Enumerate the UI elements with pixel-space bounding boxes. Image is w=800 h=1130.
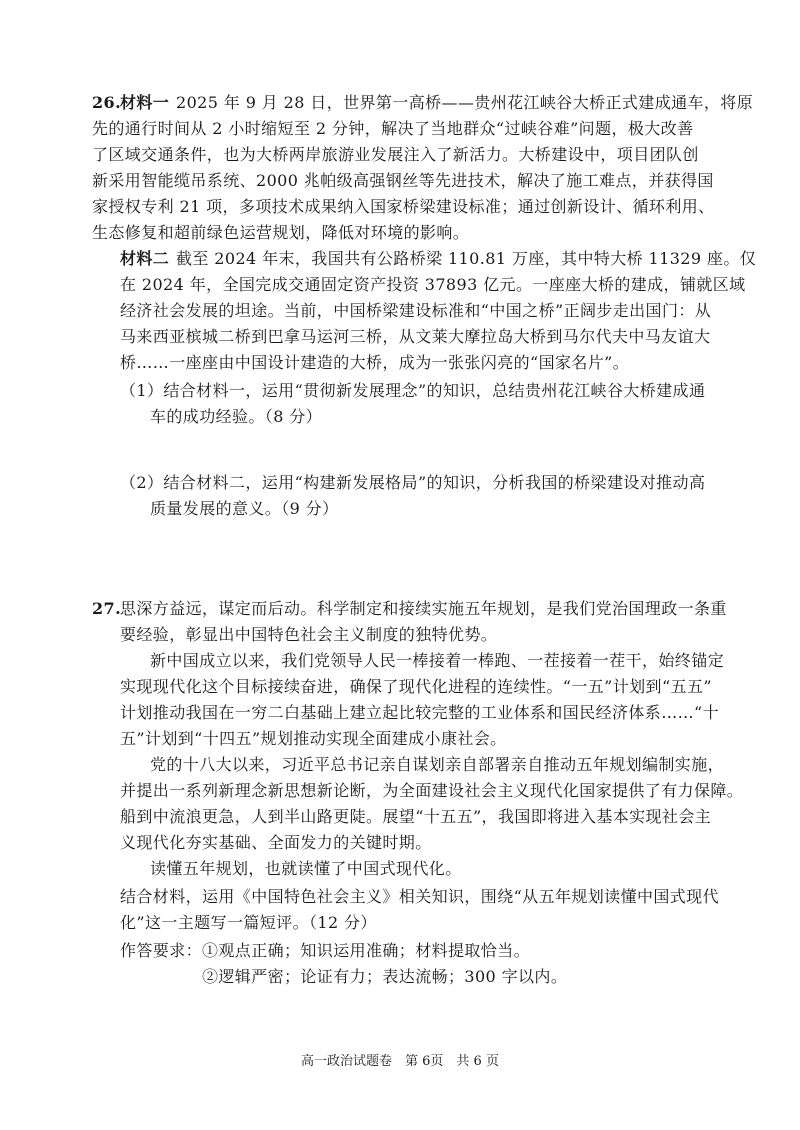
q26-m1-line: 了区域交通条件，也为大桥两岸旅游业发展注入了新活力。大桥建设中，项目团队创: [92, 145, 699, 164]
q26-number: 26.: [92, 93, 122, 112]
q27-number: 27.: [92, 599, 122, 618]
q27-p4-line: 读懂五年规划，也就读懂了中国式现代化。: [150, 859, 462, 878]
q26-m2-line: 截至 2024 年末，我国共有公路桥梁 110.81 万座，其中特大桥 11329 座。仅: [176, 249, 757, 268]
q27-requirement-2: ②逻辑严密；论证有力；表达流畅；300 字以内。: [202, 967, 568, 986]
q26-m1-line: 家授权专利 21 项，多项技术成果纳入国家桥梁建设标准；通过创新设计、循环利用、: [92, 197, 715, 216]
q27-p1-line: 思深方益远，谋定而后动。科学制定和接续实施五年规划，是我们党治国理政一条重: [120, 599, 727, 618]
q27-p3-line: 党的十八大以来，习近平总书记亲自谋划亲自部署亲自推动五年规划编制实施，: [150, 755, 725, 774]
q26-m1-line: 先的通行时间从 2 小时缩短至 2 分钟，解决了当地群众“过峡谷难”问题，极大改善: [92, 119, 694, 138]
q26-m1-line: 新采用智能缆吊系统、2000 兆帕级高强钢丝等先进技术，解决了施工难点，并获得国: [92, 171, 714, 190]
q26-material2-label: 材料二: [120, 249, 170, 268]
q27-requirements-label: 作答要求：: [120, 941, 203, 960]
q26-material1-label: 材料一: [120, 93, 170, 112]
q26-sub1-line: 车的成功经验。（8 分）: [150, 407, 323, 426]
q26-m2-line: 经济社会发展的坦途。当前，中国桥梁建设标准和“中国之桥”正阔步走出国门：从: [120, 301, 712, 320]
q27-p3-line: 义现代化夯实基础、全面发力的关键时期。: [120, 833, 432, 852]
page-footer: 高一政治试题卷 第 6页 共 6 页: [301, 1054, 499, 1069]
q27-task-line: 结合材料，运用《中国特色社会主义》相关知识，围绕“从五年规划读懂中国式现代: [120, 887, 719, 906]
q26-sub1-line: （1）结合材料一，运用“贯彻新发展理念”的知识，总结贵州花江峡谷大桥建成通: [120, 381, 706, 400]
q27-requirement-1: ①观点正确；知识运用准确；材料提取恰当。: [202, 941, 531, 960]
q27-p1-line: 要经验，彰显出中国特色社会主义制度的独特优势。: [120, 625, 498, 644]
q27-p3-line: 船到中流浪更急，人到半山路更陡。展望“十五五”，我国即将进入基本实现社会主: [120, 807, 712, 826]
q26-sub2-line: （2）结合材料二，运用“构建新发展格局”的知识，分析我国的桥梁建设对推动高: [120, 473, 706, 492]
q26-m1-line: 2025 年 9 月 28 日，世界第一高桥——贵州花江峡谷大桥正式建成通车，将原: [176, 93, 754, 112]
q27-p2-line: 五”计划到“十四五”规划推动实现全面建成小康社会。: [120, 729, 507, 748]
q27-p2-line: 新中国成立以来，我们党领导人民一棒接着一棒跑、一茬接着一茬干，始终锚定: [150, 651, 725, 670]
q26-m2-line: 在 2024 年，全国完成交通固定资产投资 37893 亿元。一座座大桥的建成，铺就区域: [120, 275, 746, 294]
q26-m2-line: 桥……一座座由中国设计建造的大桥，成为一张张闪亮的“国家名片”。: [120, 353, 630, 372]
q27-task-line: 化”这一主题写一篇短评。（12 分）: [120, 913, 377, 932]
q26-m1-line: 生态修复和超前绿色运营规划，降低对环境的影响。: [92, 223, 470, 242]
q26-m2-line: 马来西亚槟城二桥到巴拿马运河三桥，从文莱大摩拉岛大桥到马尔代夫中马友谊大: [120, 327, 711, 346]
q26-sub2-line: 质量发展的意义。（9 分）: [150, 499, 339, 518]
q27-p2-line: 实现现代化这个目标接续奋进，确保了现代化进程的连续性。“一五”计划到“五五”: [120, 677, 712, 696]
q27-p3-line: 并提出一系列新理念新思想新论断，为全面建设社会主义现代化国家提供了有力保障。: [120, 781, 744, 800]
q27-p2-line: 计划推动我国在一穷二白基础上建立起比较完整的工业体系和国民经济体系……“十: [120, 703, 719, 722]
